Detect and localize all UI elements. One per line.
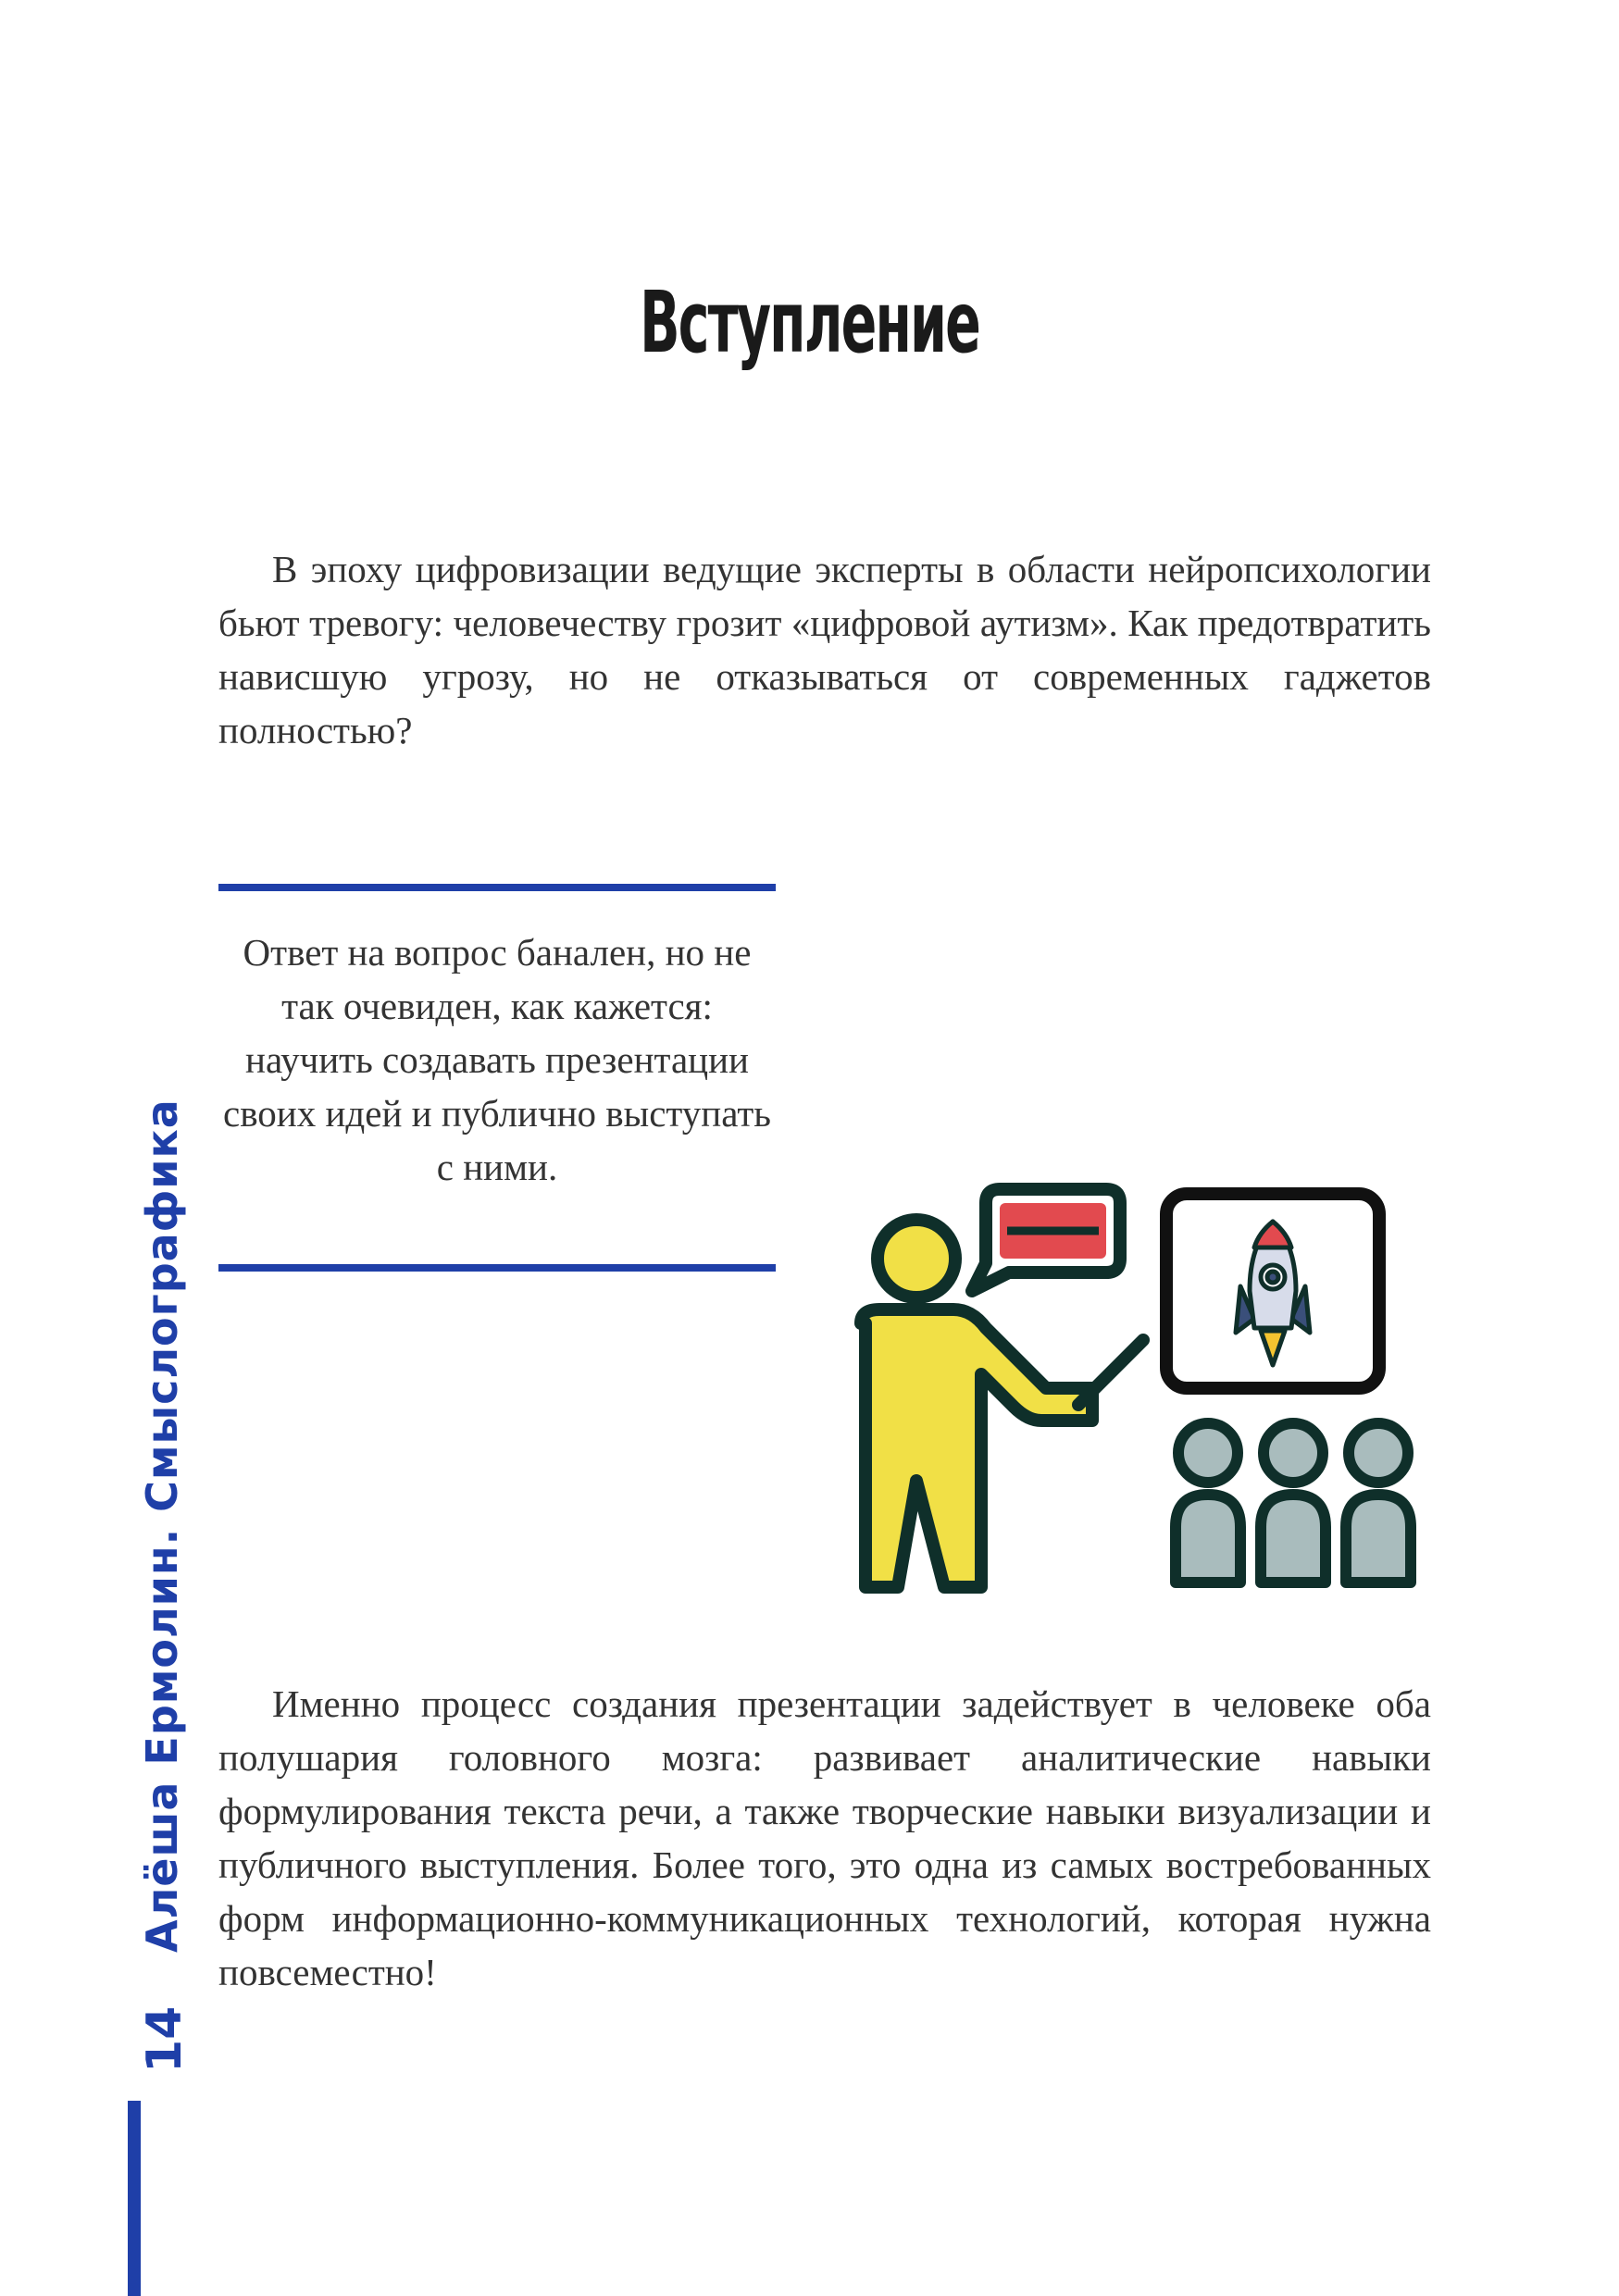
- page-number: 14: [137, 2005, 193, 2073]
- speech-bubble-icon: [972, 1189, 1120, 1291]
- intro-paragraph: В эпоху цифровизации ведущие эксперты в области нейропсихологии бьют тревогу: человечеству грозит «цифровой аутизм». Как предотвратить нависшую угрозу, но не отказываться от современных гаджетов полностью?: [218, 548, 1431, 751]
- closing-paragraph: Именно процесс создания презентации задействует в человеке оба полушария головного мозга: развивает аналитические навыки формулирования текста речи, а также творческие навыки визуализации и публичного выступления. Более того, это одна из самых востребованных форм информационно-коммуникационных технологий, которая нужна повсеместно!: [218, 1682, 1431, 1993]
- audience-icon: [1176, 1423, 1411, 1582]
- presentation-illustration: [824, 1175, 1416, 1601]
- running-head: Алёша Ермолин. Смыслографика: [137, 1098, 187, 1953]
- pointer-icon: [1078, 1340, 1143, 1405]
- page-title: Вступление: [640, 273, 979, 372]
- pull-quote: Ответ на вопрос банален, но не так очевиден, как кажется: научить создавать презентации своих идей и публично выступать с ними.: [223, 931, 771, 1188]
- page-edge-bar: [128, 2101, 141, 2296]
- quote-rule-bottom: [218, 1264, 776, 1272]
- quote-rule-top: [218, 884, 776, 891]
